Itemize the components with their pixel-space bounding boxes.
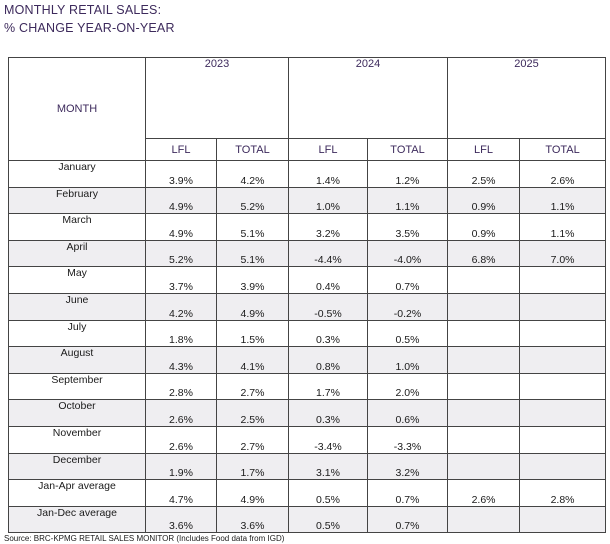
subheader-2024-lfl: LFL [289, 139, 368, 161]
value-cell: 2.8% [520, 480, 606, 507]
value-cell: 2.6% [448, 480, 520, 507]
value-cell: 5.1% [217, 214, 289, 241]
value-cell: 4.7% [146, 480, 217, 507]
value-cell [448, 293, 520, 320]
month-cell: Jan-Apr average [9, 480, 146, 507]
value-cell: 1.8% [146, 320, 217, 347]
value-cell: 0.5% [368, 320, 448, 347]
month-cell: August [9, 347, 146, 374]
value-cell [520, 267, 606, 294]
source-note: Source: BRC-KPMG RETAIL SALES MONITOR (Includes Food data from IGD) [4, 534, 285, 543]
value-cell [448, 320, 520, 347]
table-row [9, 453, 606, 480]
value-cell [520, 347, 606, 374]
value-cell: 2.8% [146, 373, 217, 400]
month-cell: January [9, 161, 146, 188]
value-cell: 1.1% [520, 187, 606, 214]
value-cell: 3.9% [146, 161, 217, 188]
value-cell: 5.1% [217, 240, 289, 267]
table-row [9, 426, 606, 453]
value-cell: 2.6% [146, 426, 217, 453]
subheader-2025-total: TOTAL [520, 139, 606, 161]
value-cell: 0.7% [368, 480, 448, 507]
month-cell: April [9, 240, 146, 267]
subheader-2023-lfl: LFL [146, 139, 217, 161]
table-row [9, 320, 606, 347]
value-cell: 1.0% [289, 187, 368, 214]
value-cell: 3.5% [368, 214, 448, 241]
value-cell: 1.2% [368, 161, 448, 188]
month-cell: May [9, 267, 146, 294]
value-cell: 4.9% [146, 214, 217, 241]
value-cell: 0.5% [289, 506, 368, 533]
subheader-2025-lfl: LFL [448, 139, 520, 161]
value-cell: 4.2% [146, 293, 217, 320]
table-row [9, 187, 606, 214]
table-row [9, 240, 606, 267]
value-cell [520, 293, 606, 320]
value-cell [448, 267, 520, 294]
month-cell: October [9, 400, 146, 427]
page-title [4, 1, 175, 37]
value-cell: -0.5% [289, 293, 368, 320]
retail-sales-table [8, 57, 606, 533]
year-header-2025: 2025 [448, 58, 606, 139]
table-row [9, 214, 606, 241]
value-cell [520, 400, 606, 427]
value-cell: 0.8% [289, 347, 368, 374]
year-header-2024: 2024 [289, 58, 448, 139]
month-cell: February [9, 187, 146, 214]
value-cell: 4.9% [217, 480, 289, 507]
value-cell: -3.3% [368, 426, 448, 453]
value-cell: 0.9% [448, 214, 520, 241]
value-cell: 2.6% [520, 161, 606, 188]
month-column-header: MONTH [9, 58, 146, 161]
table-row [9, 480, 606, 507]
subheader-2024-total: TOTAL [368, 139, 448, 161]
value-cell: 2.5% [448, 161, 520, 188]
value-cell: 3.2% [289, 214, 368, 241]
table-row [9, 347, 606, 374]
value-cell: 1.1% [368, 187, 448, 214]
value-cell: 3.6% [146, 506, 217, 533]
value-cell: 3.2% [368, 453, 448, 480]
value-cell: -3.4% [289, 426, 368, 453]
year-header-2023: 2023 [146, 58, 289, 139]
value-cell: 3.6% [217, 506, 289, 533]
value-cell: 1.0% [368, 347, 448, 374]
value-cell [448, 506, 520, 533]
month-cell: March [9, 214, 146, 241]
value-cell: 3.9% [217, 267, 289, 294]
value-cell: 5.2% [146, 240, 217, 267]
value-cell: 1.5% [217, 320, 289, 347]
value-cell [448, 426, 520, 453]
month-cell: June [9, 293, 146, 320]
value-cell: 1.1% [520, 214, 606, 241]
table-row [9, 293, 606, 320]
value-cell [448, 347, 520, 374]
month-cell: November [9, 426, 146, 453]
value-cell: 4.1% [217, 347, 289, 374]
value-cell: 0.5% [289, 480, 368, 507]
title-line-2: % CHANGE YEAR-ON-YEAR [4, 21, 175, 35]
value-cell: 1.4% [289, 161, 368, 188]
value-cell: 3.7% [146, 267, 217, 294]
value-cell: 0.6% [368, 400, 448, 427]
value-cell: 1.7% [217, 453, 289, 480]
value-cell: 0.3% [289, 320, 368, 347]
value-cell: 2.7% [217, 373, 289, 400]
value-cell: 2.0% [368, 373, 448, 400]
title-line-1: MONTHLY RETAIL SALES: [4, 3, 162, 17]
value-cell: 4.2% [217, 161, 289, 188]
value-cell [448, 453, 520, 480]
value-cell: 3.1% [289, 453, 368, 480]
value-cell [448, 400, 520, 427]
value-cell: 1.7% [289, 373, 368, 400]
table-row [9, 400, 606, 427]
value-cell: -4.0% [368, 240, 448, 267]
month-cell: July [9, 320, 146, 347]
value-cell: 4.9% [217, 293, 289, 320]
table-body [9, 161, 606, 533]
table-row [9, 373, 606, 400]
value-cell: 0.7% [368, 506, 448, 533]
value-cell [520, 426, 606, 453]
value-cell: 4.3% [146, 347, 217, 374]
value-cell: 4.9% [146, 187, 217, 214]
value-cell: 2.5% [217, 400, 289, 427]
value-cell: -0.2% [368, 293, 448, 320]
subheader-2023-total: TOTAL [217, 139, 289, 161]
value-cell: 0.3% [289, 400, 368, 427]
value-cell [520, 320, 606, 347]
month-cell: Jan-Dec average [9, 506, 146, 533]
value-cell: 7.0% [520, 240, 606, 267]
value-cell: 0.9% [448, 187, 520, 214]
value-cell: 6.8% [448, 240, 520, 267]
table-row [9, 267, 606, 294]
value-cell: 0.4% [289, 267, 368, 294]
month-cell: December [9, 453, 146, 480]
month-cell: September [9, 373, 146, 400]
table-row [9, 506, 606, 533]
value-cell: 1.9% [146, 453, 217, 480]
value-cell: 5.2% [217, 187, 289, 214]
value-cell: -4.4% [289, 240, 368, 267]
value-cell [520, 453, 606, 480]
value-cell: 2.6% [146, 400, 217, 427]
value-cell: 0.7% [368, 267, 448, 294]
table-row [9, 161, 606, 188]
value-cell: 2.7% [217, 426, 289, 453]
value-cell [448, 373, 520, 400]
value-cell [520, 373, 606, 400]
value-cell [520, 506, 606, 533]
